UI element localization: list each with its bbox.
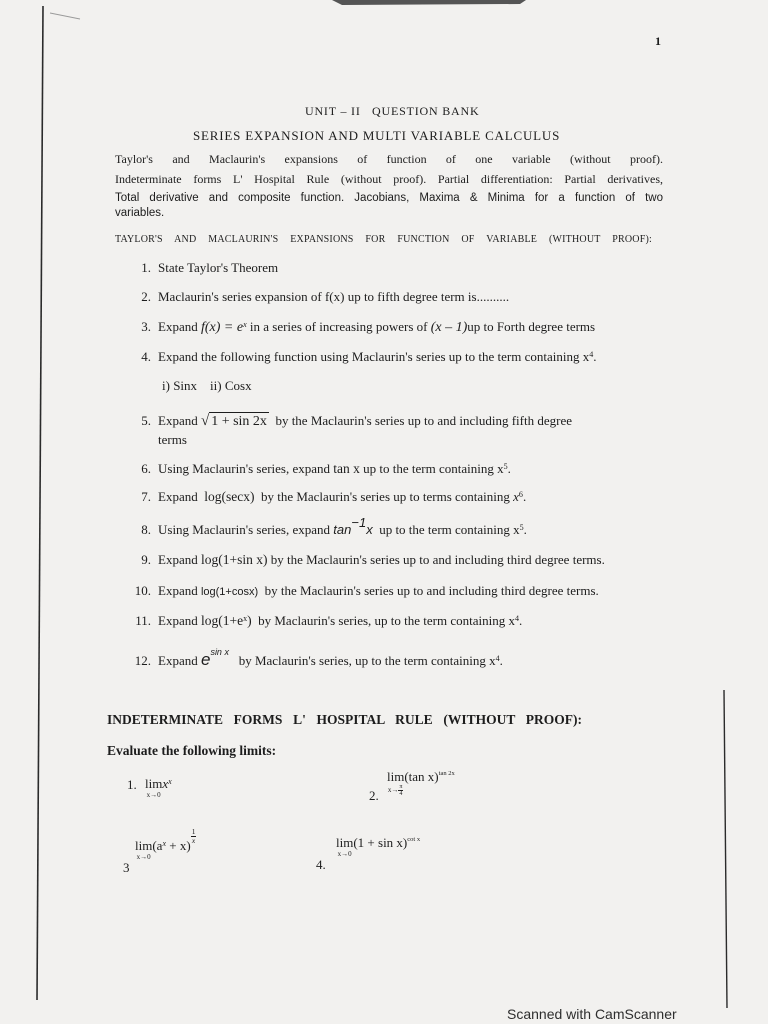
lim-word: lim — [336, 835, 354, 850]
limit-base: + x) — [166, 838, 191, 853]
lim-subscript — [387, 784, 404, 797]
scanner-watermark: Scanned with CamScanner — [507, 1006, 677, 1022]
option-text: ii) Cosx — [210, 378, 252, 393]
question-text: by the Maclaurin's series up to and including third degree terms. — [270, 552, 605, 567]
question-text: Expand — [158, 653, 198, 668]
question-text: Expand — [158, 583, 198, 598]
fraction-denominator: 4 — [399, 791, 403, 797]
question-text: Using Maclaurin's series, expand — [158, 461, 331, 476]
limit-operator — [135, 839, 152, 861]
question-text: . — [519, 613, 523, 628]
question-text: Expand the following function using Maclaurin's series up to the term containing x — [158, 349, 590, 364]
question-text: Expand — [158, 552, 198, 567]
question-item — [125, 583, 599, 600]
syllabus-line: variables. — [115, 207, 165, 219]
superscript: 4 — [495, 653, 500, 663]
question-item — [125, 349, 597, 367]
question-item — [125, 514, 527, 540]
question-text: . — [507, 461, 511, 476]
question-options — [162, 378, 252, 394]
question-text: Maclaurin's series expansion of f(x) up to fifth degree term is.......... — [158, 289, 510, 304]
superscript: 4 — [589, 349, 594, 359]
math-expression: log(1+cosx) — [200, 586, 259, 598]
lim-word: lim — [135, 838, 153, 853]
question-text: up to the term containing x — [379, 522, 520, 537]
lim-subscript: x→0 — [337, 850, 352, 858]
question-text: Expand — [158, 613, 198, 628]
question-number: 6. — [141, 461, 151, 476]
math-expression: ) — [247, 613, 252, 628]
question-text: Expand — [158, 413, 198, 428]
question-item — [125, 289, 509, 305]
superscript: −1 — [351, 514, 367, 530]
math-expression: log(1+e — [200, 613, 244, 628]
lim-word: lim — [145, 776, 163, 791]
question-text: by Maclaurin's series, up to the term containing x — [238, 653, 496, 668]
question-number: 10. — [134, 583, 151, 598]
math-expression: log(secx) — [204, 489, 255, 504]
question-text: up to Forth degree terms — [467, 319, 596, 334]
math-variable: x — [366, 522, 373, 537]
limit-base: (tan x) — [404, 769, 439, 784]
question-number: 12. — [134, 653, 151, 668]
limit-exponent: cot x — [407, 836, 421, 844]
question-item — [125, 260, 278, 276]
limit-exponent-fraction — [191, 828, 197, 844]
superscript: 5 — [503, 461, 508, 471]
question-text: up to the term containing x — [363, 461, 504, 476]
question-text: by Maclaurin's series, up to the term containing x — [258, 613, 515, 628]
question-number: 3. — [141, 319, 151, 334]
question-number: 11. — [135, 613, 151, 628]
question-text: in a series of increasing powers of — [249, 319, 428, 334]
superscript: 6 — [518, 489, 523, 499]
limit-operator — [387, 770, 404, 797]
math-expression: e — [200, 650, 211, 669]
lim-subscript: x→0 — [146, 791, 161, 799]
question-number: 2. — [141, 289, 151, 304]
math-expression: f(x) = e — [200, 320, 244, 335]
question-text: . — [499, 653, 503, 668]
superscript: x — [243, 613, 248, 623]
scan-edge-right — [724, 690, 727, 1008]
question-text: Expand — [158, 319, 198, 334]
syllabus-line: Taylor's and Maclaurin's expansions of function of one variable (without proof). — [115, 152, 663, 166]
question-item — [125, 647, 503, 671]
superscript: x — [162, 838, 167, 848]
limit-operator — [336, 836, 353, 858]
limit-base: (a — [152, 838, 163, 853]
lim-subscript: x→0 — [136, 853, 151, 861]
limit-exponent: tan 2x — [438, 770, 455, 778]
question-text: by the Maclaurin's series up to and including fifth degree — [275, 413, 572, 428]
superscript: 5 — [519, 522, 524, 532]
question-number: 1. — [141, 260, 151, 275]
question-item — [125, 489, 526, 507]
question-text: . — [593, 349, 597, 364]
syllabus-line: Total derivative and composite function. Jacobians, Maxima & Minima for a function of two — [115, 192, 663, 204]
question-number: 8. — [141, 522, 151, 537]
question-item — [125, 461, 511, 479]
option-text: i) Sinx — [162, 378, 198, 393]
math-variable: x — [513, 489, 519, 504]
lim-subscript-fraction — [398, 784, 403, 797]
section-instruction: Evaluate the following limits: — [107, 743, 277, 758]
section-heading-lhospital: INDETERMINATE FORMS L' HOSPITAL RULE (WITHOUT PROOF): — [107, 712, 582, 727]
doc-subtitle: SERIES EXPANSION AND MULTI VARIABLE CALCULUS — [193, 128, 561, 143]
question-number: 4. — [141, 349, 151, 364]
lim-word: lim — [387, 769, 405, 784]
scan-mark-top-left — [50, 13, 80, 19]
page-number: 1 — [655, 34, 661, 48]
question-item — [125, 613, 522, 631]
radical-sign: √ — [200, 413, 210, 429]
limit-number: 4. — [316, 857, 326, 872]
limit-number: 3 — [123, 860, 130, 875]
question-item — [125, 319, 595, 337]
limit-expression — [387, 770, 455, 797]
question-text: Using Maclaurin's series, expand — [158, 522, 331, 537]
question-continuation: terms — [158, 432, 187, 447]
question-text: . — [522, 489, 527, 504]
superscript: x — [243, 319, 247, 329]
question-number: 5. — [141, 413, 151, 428]
limit-exponent: x — [168, 776, 172, 786]
question-text: by the Maclaurin's series up to and including third degree terms. — [264, 583, 599, 598]
math-expression: log(1+sin x) — [200, 552, 268, 567]
limit-base: x — [162, 776, 169, 791]
doc-title: UNIT – II QUESTION BANK — [305, 104, 480, 118]
limit-number: 1. — [127, 777, 137, 792]
limit-expression — [336, 836, 420, 858]
limit-expression — [145, 777, 172, 799]
scan-top-shadow — [332, 0, 526, 5]
limit-operator — [145, 777, 162, 799]
fraction-denominator: x — [191, 835, 196, 845]
fraction-numerator: 1 — [191, 827, 196, 836]
question-number: 9. — [141, 552, 151, 567]
lim-subscript-arrow: x→ — [387, 786, 399, 795]
section-heading-taylor: TAYLOR'S AND MACLAURIN'S EXPANSIONS FOR FUNCTION OF VARIABLE (WITHOUT PROOF): — [115, 234, 652, 245]
syllabus-line: Indeterminate forms L' Hospital Rule (without proof). Partial differentiation: Partial derivatives, — [115, 172, 663, 186]
question-item — [125, 552, 605, 568]
limit-base: (1 + sin x) — [353, 835, 408, 850]
question-text: . — [523, 522, 527, 537]
limit-expression — [135, 827, 196, 861]
superscript: sin x — [210, 647, 229, 658]
question-text: State Taylor's Theorem — [158, 260, 279, 275]
question-item — [125, 413, 572, 430]
superscript: 4 — [514, 613, 520, 623]
math-expression: 1 + sin 2x — [211, 414, 267, 429]
math-expression: (x – 1) — [430, 320, 468, 335]
scan-edge-left — [37, 6, 43, 1000]
fraction-numerator: π — [399, 784, 403, 790]
question-number: 7. — [141, 489, 151, 504]
math-expression: tan x — [333, 461, 360, 476]
math-expression: tan — [333, 522, 352, 537]
question-text: Expand — [158, 489, 198, 504]
question-text: by the Maclaurin's series up to terms containing — [260, 489, 510, 504]
limit-number: 2. — [369, 788, 379, 803]
